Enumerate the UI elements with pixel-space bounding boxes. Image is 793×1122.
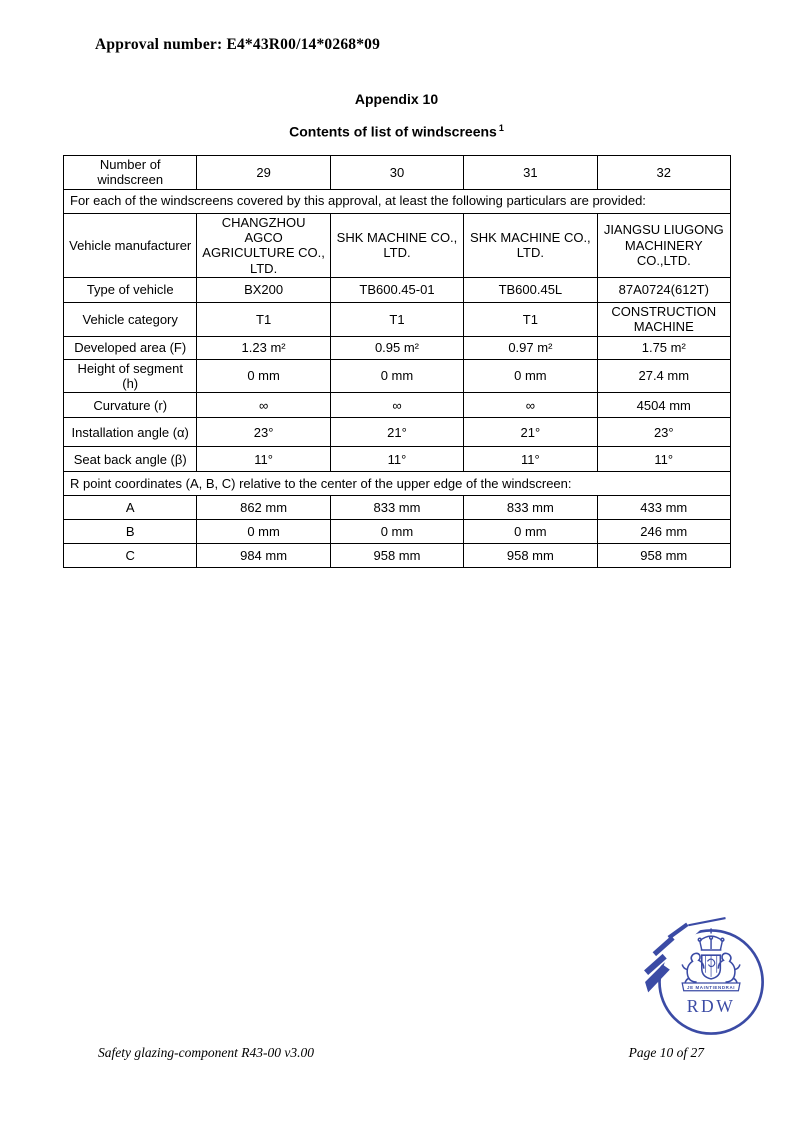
table-row-manufacturer xyxy=(64,213,731,277)
row-label: Height of segment (h) xyxy=(64,359,197,393)
cell: TB600.45-01 xyxy=(330,277,463,302)
cell: 23° xyxy=(597,418,730,447)
approval-number-line xyxy=(95,36,380,54)
lion-right-icon xyxy=(718,953,740,983)
stamp-org-text: RDW xyxy=(686,995,736,1016)
cell: 32 xyxy=(597,156,730,190)
appendix-title: Appendix 10 xyxy=(354,91,439,107)
cell: 11° xyxy=(597,447,730,472)
row-label: A xyxy=(64,496,197,520)
cell: 1.75 m² xyxy=(597,336,730,359)
cell: 0.95 m² xyxy=(330,336,463,359)
cell: CONSTRUCTION MACHINE xyxy=(597,302,730,336)
cell: 0.97 m² xyxy=(464,336,597,359)
row-label: Seat back angle (β) xyxy=(64,447,197,472)
footer xyxy=(98,1045,704,1061)
cell: 31 xyxy=(464,156,597,190)
cell: 21° xyxy=(464,418,597,447)
cell: 0 mm xyxy=(197,520,330,544)
cell: 862 mm xyxy=(197,496,330,520)
cell: ∞ xyxy=(197,393,330,418)
cell: 833 mm xyxy=(330,496,463,520)
cell: JIANGSU LIUGONG MACHINERY CO.,LTD. xyxy=(597,213,730,277)
cell: 29 xyxy=(197,156,330,190)
cell: CHANGZHOU AGCO AGRICULTURE CO., LTD. xyxy=(197,213,330,277)
cell: TB600.45L xyxy=(464,277,597,302)
cell: 833 mm xyxy=(464,496,597,520)
row-label: Developed area (F) xyxy=(64,336,197,359)
cell: T1 xyxy=(330,302,463,336)
table-row-type xyxy=(64,277,731,302)
row-label: Type of vehicle xyxy=(64,277,197,302)
cell: 27.4 mm xyxy=(597,359,730,393)
table-row-coord-a xyxy=(64,496,731,520)
cell: 1.23 m² xyxy=(197,336,330,359)
table-note-row xyxy=(64,189,731,213)
windscreen-table xyxy=(63,155,731,568)
motto-banner xyxy=(682,983,740,991)
cell: 958 mm xyxy=(597,544,730,568)
stamp-motto-text: JE MAINTIENDRAI xyxy=(687,984,736,990)
footer-document-title: Safety glazing-component R43-00 v3.00 xyxy=(98,1045,314,1060)
row-label: Number of windscreen xyxy=(64,156,197,190)
contents-title-text: Contents of list of windscreens xyxy=(289,123,497,140)
table-row-category xyxy=(64,302,731,336)
cell: 984 mm xyxy=(197,544,330,568)
cell: 0 mm xyxy=(330,359,463,393)
row-label: Vehicle manufacturer xyxy=(64,213,197,277)
row-label: Vehicle category xyxy=(64,302,197,336)
row-label: Curvature (r) xyxy=(64,393,197,418)
table-row-seat-back-angle xyxy=(64,447,731,472)
table-row-segment-height xyxy=(64,359,731,393)
approval-label: Approval number: xyxy=(95,36,223,53)
cell: 0 mm xyxy=(464,359,597,393)
row-label: Installation angle (α) xyxy=(64,418,197,447)
table-rpoint-note-row xyxy=(64,472,731,496)
cell: 0 mm xyxy=(330,520,463,544)
table-row-number xyxy=(64,156,731,190)
cell: 87A0724(612T) xyxy=(597,277,730,302)
cell: BX200 xyxy=(197,277,330,302)
table-row-coord-c xyxy=(64,544,731,568)
rdw-stamp xyxy=(643,916,775,1048)
table-row-curvature xyxy=(64,393,731,418)
cell: T1 xyxy=(464,302,597,336)
rpoint-note-text: R point coordinates (A, B, C) relative to the center of the upper edge of the windscreen: xyxy=(64,472,731,496)
cell: T1 xyxy=(197,302,330,336)
cell: 433 mm xyxy=(597,496,730,520)
cell: 246 mm xyxy=(597,520,730,544)
cell: 0 mm xyxy=(197,359,330,393)
cell: 21° xyxy=(330,418,463,447)
contents-title-superscript: 1 xyxy=(498,123,504,133)
cell: ∞ xyxy=(330,393,463,418)
cell: 958 mm xyxy=(464,544,597,568)
cell: SHK MACHINE CO., LTD. xyxy=(464,213,597,277)
shield-icon xyxy=(702,955,721,979)
cell: SHK MACHINE CO., LTD. xyxy=(330,213,463,277)
cell: 30 xyxy=(330,156,463,190)
cell: 11° xyxy=(330,447,463,472)
note-text: For each of the windscreens covered by this approval, at least the following particulars are provided: xyxy=(64,189,731,213)
table-row-installation-angle xyxy=(64,418,731,447)
lion-left-icon xyxy=(682,953,704,983)
row-label: C xyxy=(64,544,197,568)
table-row-developed-area xyxy=(64,336,731,359)
cell: 11° xyxy=(464,447,597,472)
cell: ∞ xyxy=(464,393,597,418)
cell: 0 mm xyxy=(464,520,597,544)
contents-title xyxy=(0,123,793,140)
cell: 4504 mm xyxy=(597,393,730,418)
row-label: B xyxy=(64,520,197,544)
table-row-coord-b xyxy=(64,520,731,544)
cell: 11° xyxy=(197,447,330,472)
cell: 23° xyxy=(197,418,330,447)
footer-page-number: Page 10 of 27 xyxy=(628,1045,704,1060)
approval-number: E4*43R00/14*0268*09 xyxy=(226,36,381,53)
cell: 958 mm xyxy=(330,544,463,568)
